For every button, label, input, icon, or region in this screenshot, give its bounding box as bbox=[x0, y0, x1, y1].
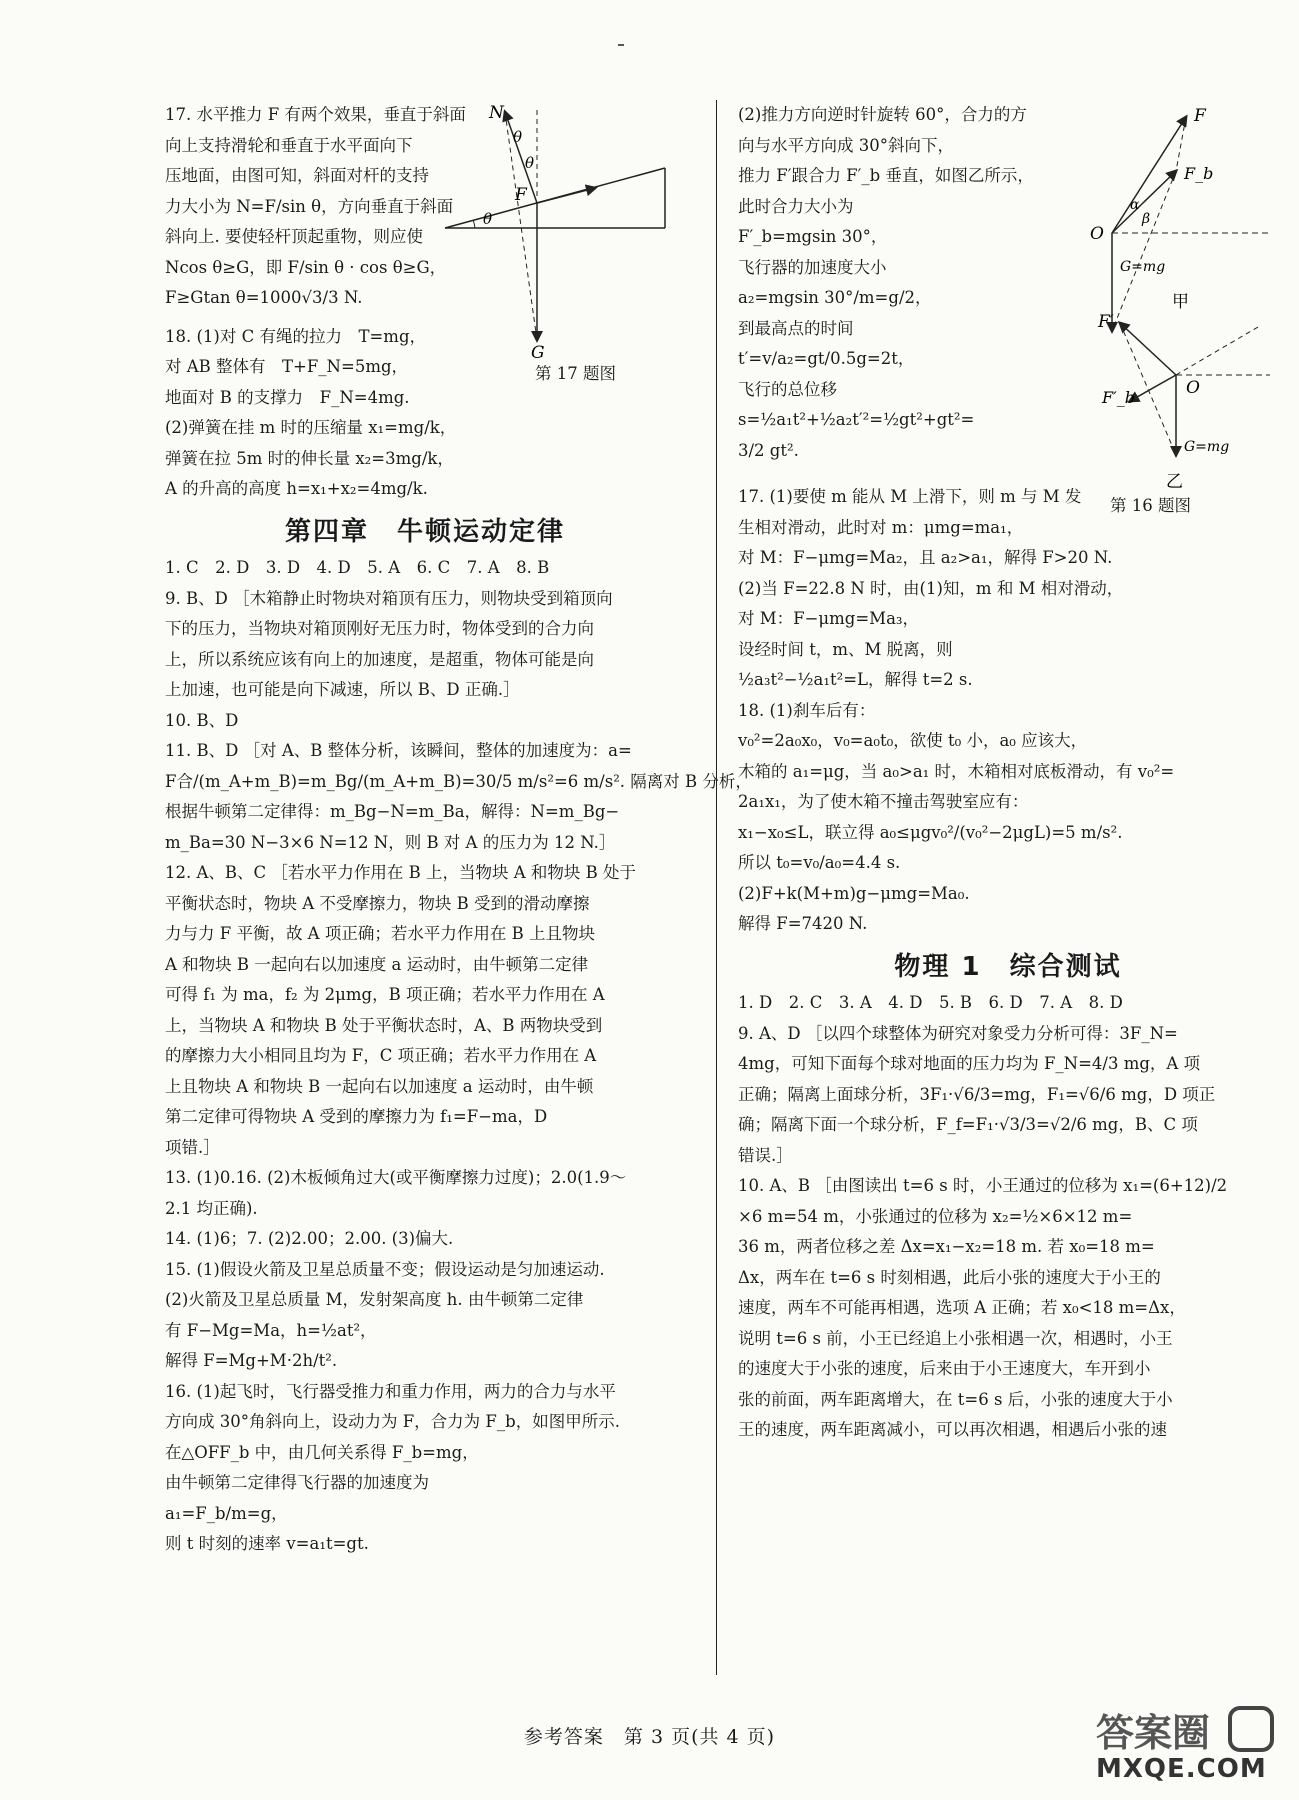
label-O: O bbox=[1090, 224, 1104, 244]
label-F: F bbox=[515, 185, 527, 205]
test-heading: 物理 1 综合测试 bbox=[894, 951, 1122, 982]
text-line: 力与力 F 平衡，故 A 项正确；若水平力作用在 B 上且物块 bbox=[165, 924, 595, 943]
chapter-heading: 第四章 牛顿运动定律 bbox=[284, 516, 565, 547]
figure-17-caption: 第 17 题图 bbox=[535, 364, 616, 383]
figure-17 bbox=[483, 100, 695, 363]
text-line: 则 t 时刻的速率 v=a₁t=gt. bbox=[165, 1534, 369, 1553]
text-line: 错误.］ bbox=[738, 1145, 793, 1165]
text-line: 36 m，两者位移之差 Δx=x₁−x₂=18 m. 若 x₀=18 m= bbox=[738, 1237, 1155, 1256]
text-line: t′=v/a₂=gt/0.5g=2t， bbox=[738, 349, 915, 368]
text-line: 上，当物块 A 和物块 B 处于平衡状态时，A、B 两物块受到 bbox=[165, 1015, 603, 1035]
text-line: s=½a₁t²+½a₂t′²=½gt²+gt²= bbox=[738, 410, 975, 429]
text-line: x₁−x₀≤L，联立得 a₀≤μgv₀²/(v₀²−2μgL)=5 m/s². bbox=[738, 822, 1123, 842]
label-alpha: α bbox=[1130, 197, 1140, 213]
text-line: 的摩擦力大小相同且均为 F，C 项正确；若水平力作用在 A bbox=[165, 1046, 597, 1065]
text-line: 16. (1)起飞时，飞行器受推力和重力作用，两力的合力与水平 bbox=[165, 1381, 616, 1401]
text-line: 速度，两车不可能再相遇，选项 A 正确；若 x₀<18 m=Δx， bbox=[738, 1298, 1186, 1317]
text-line: 飞行的总位移 bbox=[738, 379, 837, 399]
figure-16 bbox=[1090, 105, 1280, 595]
label-G: G bbox=[531, 343, 545, 363]
label-G: G=mg bbox=[1184, 439, 1230, 455]
text-line: 推力 F′跟合力 F′_b 垂直，如图乙所示， bbox=[738, 166, 1034, 185]
text-line: 上加速，也可能是向下减速，所以 B、D 正确.］ bbox=[165, 680, 520, 699]
chapter4-answers bbox=[165, 553, 752, 1560]
label-yi: 乙 bbox=[1166, 472, 1183, 492]
label-theta: θ bbox=[525, 154, 535, 172]
text-line: F≥Gtan θ=1000√3/3 N. bbox=[165, 288, 363, 307]
text-line: 木箱的 a₁=μg，当 a₀>a₁ 时，木箱相对底板滑动，有 v₀²= bbox=[738, 761, 1175, 781]
text-line: 确；隔离下面一个球分析，F_f=F₁·√3/3=√2/6 mg，B、C 项 bbox=[738, 1115, 1198, 1134]
text-line: 11. B、D ［对 A、B 整体分析，该瞬间，整体的加速度为：a= bbox=[165, 741, 632, 760]
text-line: 1. C 2. D 3. D 4. D 5. A 6. C 7. A 8. B bbox=[165, 558, 550, 577]
label-Fb: F_b bbox=[1184, 164, 1214, 183]
text-line: 项错.］ bbox=[165, 1137, 220, 1157]
label-Fprime: F′ bbox=[1098, 312, 1114, 332]
text-line: 力大小为 N=F/sin θ，方向垂直于斜面 bbox=[165, 196, 454, 216]
label-theta: θ bbox=[483, 210, 493, 228]
text-line: 17. (1)要使 m 能从 M 上滑下，则 m 与 M 发 bbox=[738, 487, 1082, 506]
text-line: 对 M：F−μmg=Ma₃， bbox=[738, 609, 920, 628]
dashed-line bbox=[1112, 171, 1176, 331]
text-line: 解得 F=7420 N. bbox=[738, 914, 868, 933]
text-line: 根据牛顿第二定律得：m_Bg−N=m_Ba，解得：N=m_Bg− bbox=[165, 802, 620, 821]
text-line: 解得 F=Mg+M·2h/t². bbox=[165, 1351, 338, 1370]
text-line: 飞行器的加速度大小 bbox=[738, 257, 887, 277]
text-line: ½a₃t²−½a₁t²=L，解得 t=2 s. bbox=[738, 670, 973, 689]
label-N: N bbox=[489, 103, 504, 123]
text-line: 正确；隔离上面球分析，3F₁·√6/3=mg，F₁=√6/6 mg，D 项正 bbox=[738, 1084, 1216, 1104]
text-line: 对 M：F−μmg=Ma₂，且 a₂>a₁，解得 F>20 N. bbox=[738, 548, 1113, 567]
figure-16-caption: 第 16 题图 bbox=[1110, 496, 1191, 515]
text-line: 10. A、B ［由图读出 t=6 s 时，小王通过的位移为 x₁=(6+12)/2 bbox=[738, 1176, 1228, 1195]
label-jia: 甲 bbox=[1172, 292, 1189, 312]
text-line: 到最高点的时间 bbox=[738, 318, 854, 338]
label-F: F bbox=[1194, 106, 1206, 126]
text-line: 向与水平方向成 30°斜向下， bbox=[738, 135, 954, 155]
text-line: 斜向上. 要使轻杆顶起重物，则应使 bbox=[165, 227, 423, 246]
text-line: 10. B、D bbox=[165, 710, 239, 730]
force-Fprime-arrow bbox=[1120, 323, 1176, 375]
text-line: 弹簧在拉 5m 时的伸长量 x₂=3mg/k， bbox=[165, 448, 454, 468]
text-line: A 和物块 B 一起向右以加速度 a 运动时，由牛顿第二定律 bbox=[165, 954, 589, 974]
figure-16-diagram bbox=[1090, 105, 1280, 595]
scan-mark bbox=[618, 44, 624, 46]
text-line: 在△OFF_b 中，由几何关系得 F_b=mg， bbox=[165, 1442, 479, 1462]
text-line: (2)推力方向逆时针旋转 60°，合力的方 bbox=[738, 105, 1027, 124]
text-line: 对 AB 整体有 T+F_N=5mg， bbox=[165, 357, 409, 376]
force-Fbprime-arrow bbox=[1130, 375, 1176, 401]
text-line: 1. D 2. C 3. A 4. D 5. B 6. D 7. A 8. D bbox=[738, 993, 1123, 1012]
text-line: 13. (1)0.16. (2)木板倾角过大(或平衡摩擦力过度)；2.0(1.9～ bbox=[165, 1168, 627, 1187]
text-line: 2a₁x₁，为了使木箱不撞击驾驶室应有： bbox=[738, 792, 1029, 811]
text-line: Ncos θ≥G，即 F/sin θ · cos θ≥G， bbox=[165, 257, 447, 277]
force-F-arrow bbox=[537, 188, 595, 203]
text-line: 2.1 均正确). bbox=[165, 1198, 258, 1218]
text-line: 向上支持滑轮和垂直于水平面向下 bbox=[165, 135, 413, 155]
text-line: 地面对 B 的支撑力 F_N=4mg. bbox=[165, 387, 410, 407]
watermark-graphic bbox=[1090, 1700, 1295, 1758]
text-line: 的速度大于小张的速度，后来由于小王速度大，车开到小 bbox=[738, 1359, 1151, 1378]
text-line: 所以 t₀=v₀/a₀=4.4 s. bbox=[738, 853, 901, 872]
text-line: 上，所以系统应该有向上的加速度，是超重，物体可能是向 bbox=[165, 649, 594, 669]
text-line: 张的前面，两车距离增大，在 t=6 s 后，小张的速度大于小 bbox=[738, 1389, 1173, 1409]
text-line: 方向成 30°角斜向上，设动力为 F，合力为 F_b，如图甲所示. bbox=[165, 1412, 620, 1431]
text-line: 18. (1)刹车后有： bbox=[738, 700, 876, 720]
text-line: 平衡状态时，物块 A 不受摩擦力，物块 B 受到的滑动摩擦 bbox=[165, 893, 590, 913]
text-line: (2)F+k(M+m)g−μmg=Ma₀. bbox=[738, 883, 970, 903]
text-line: 此时合力大小为 bbox=[738, 196, 854, 216]
text-line: (2)当 F=22.8 N 时，由(1)知，m 和 M 相对滑动， bbox=[738, 578, 1124, 598]
watermark-logo bbox=[1090, 1700, 1295, 1798]
text-line: 9. A、D ［以四个球整体为研究对象受力分析可得：3F_N= bbox=[738, 1023, 1178, 1043]
watermark-line1: 答案圈 bbox=[1096, 1711, 1211, 1755]
figure-17-diagram bbox=[483, 100, 695, 363]
text-line: 第二定律可得物块 A 受到的摩擦力为 f₁=F−ma，D bbox=[165, 1107, 548, 1126]
text-line: a₁=F_b/m=g， bbox=[165, 1503, 288, 1523]
text-line: 由牛顿第二定律得飞行器的加速度为 bbox=[165, 1473, 429, 1492]
label-Fbprime: F′_b bbox=[1102, 388, 1135, 407]
text-line: 生相对滑动，此时对 m：μmg=ma₁， bbox=[738, 517, 1024, 537]
watermark-url: MXQE.COM bbox=[1096, 1754, 1267, 1784]
text-line: 14. (1)6；7. (2)2.00；2.00. (3)偏大. bbox=[165, 1229, 454, 1248]
text-line: ×6 m=54 m，小张通过的位移为 x₂=½×6×12 m= bbox=[738, 1206, 1133, 1226]
text-line: 4mg，可知下面每个球对地面的压力均为 F_N=4/3 mg，A 项 bbox=[738, 1054, 1201, 1073]
text-line: 17. 水平推力 F 有两个效果，垂直于斜面 bbox=[165, 105, 466, 124]
text-line: 15. (1)假设火箭及卫星总质量不变；假设运动是匀加速运动. bbox=[165, 1259, 605, 1279]
text-line: 说明 t=6 s 前，小王已经追上小张相遇一次，相遇时，小王 bbox=[738, 1328, 1173, 1348]
text-line: A 的升高的高度 h=x₁+x₂=4mg/k. bbox=[165, 479, 428, 498]
text-line: 有 F−Mg=Ma，h=½at²， bbox=[165, 1320, 377, 1340]
text-line: (2)火箭及卫星总质量 M，发射架高度 h. 由牛顿第二定律 bbox=[165, 1290, 584, 1309]
text-line: 上且物块 A 和物块 B 一起向右以加速度 a 运动时，由牛顿 bbox=[165, 1076, 594, 1096]
text-line: 下的压力，当物块对箱顶刚好无压力时，物体受到的合力向 bbox=[165, 619, 594, 638]
text-line: F′_b=mgsin 30°， bbox=[738, 227, 888, 246]
text-line: (2)弹簧在挂 m 时的压缩量 x₁=mg/k， bbox=[165, 418, 457, 437]
label-theta: θ bbox=[513, 128, 523, 146]
label-beta: β bbox=[1142, 211, 1151, 227]
text-line: 设经时间 t，m、M 脱离，则 bbox=[738, 639, 953, 659]
text-line: 压地面，由图可知，斜面对杆的支持 bbox=[165, 166, 429, 185]
text-line: 可得 f₁ 为 ma，f₂ 为 2μmg，B 项正确；若水平力作用在 A bbox=[165, 985, 605, 1004]
label-O: O bbox=[1186, 378, 1200, 398]
text-line: m_Ba=30 N−3×6 N=12 N，则 B 对 A 的压力为 12 N.］ bbox=[165, 832, 616, 852]
text-line: 9. B、D ［木箱静止时物块对箱顶有压力，则物块受到箱顶向 bbox=[165, 588, 613, 608]
text-line: v₀²=2a₀x₀，v₀=a₀t₀，欲使 t₀ 小，a₀ 应该大， bbox=[738, 731, 1088, 750]
text-line: 18. (1)对 C 有绳的拉力 T=mg， bbox=[165, 326, 427, 346]
text-line: a₂=mgsin 30°/m=g/2， bbox=[738, 288, 932, 307]
text-line: 12. A、B、C ［若水平力作用在 B 上，当物块 A 和物块 B 处于 bbox=[165, 863, 637, 882]
text-line: 3/2 gt². bbox=[738, 440, 799, 460]
label-G: G=mg bbox=[1120, 259, 1166, 275]
dashed-line bbox=[505, 112, 537, 340]
text-line: F合/(m_A+m_B)=m_Bg/(m_A+m_B)=30/5 m/s²=6 m/s². 隔离对 B 分析， bbox=[165, 771, 752, 791]
column-divider bbox=[716, 100, 717, 1675]
page-footer: 参考答案 第 3 页(共 4 页) bbox=[523, 1726, 776, 1748]
test-answers bbox=[738, 988, 1278, 1446]
text-line: 王的速度，两车距离减小，可以再次相遇，相遇后小张的速 bbox=[738, 1420, 1167, 1439]
text-line: Δx，两车在 t=6 s 时刻相遇，此后小张的速度大于小王的 bbox=[738, 1267, 1161, 1287]
dashed-line bbox=[1176, 327, 1258, 375]
